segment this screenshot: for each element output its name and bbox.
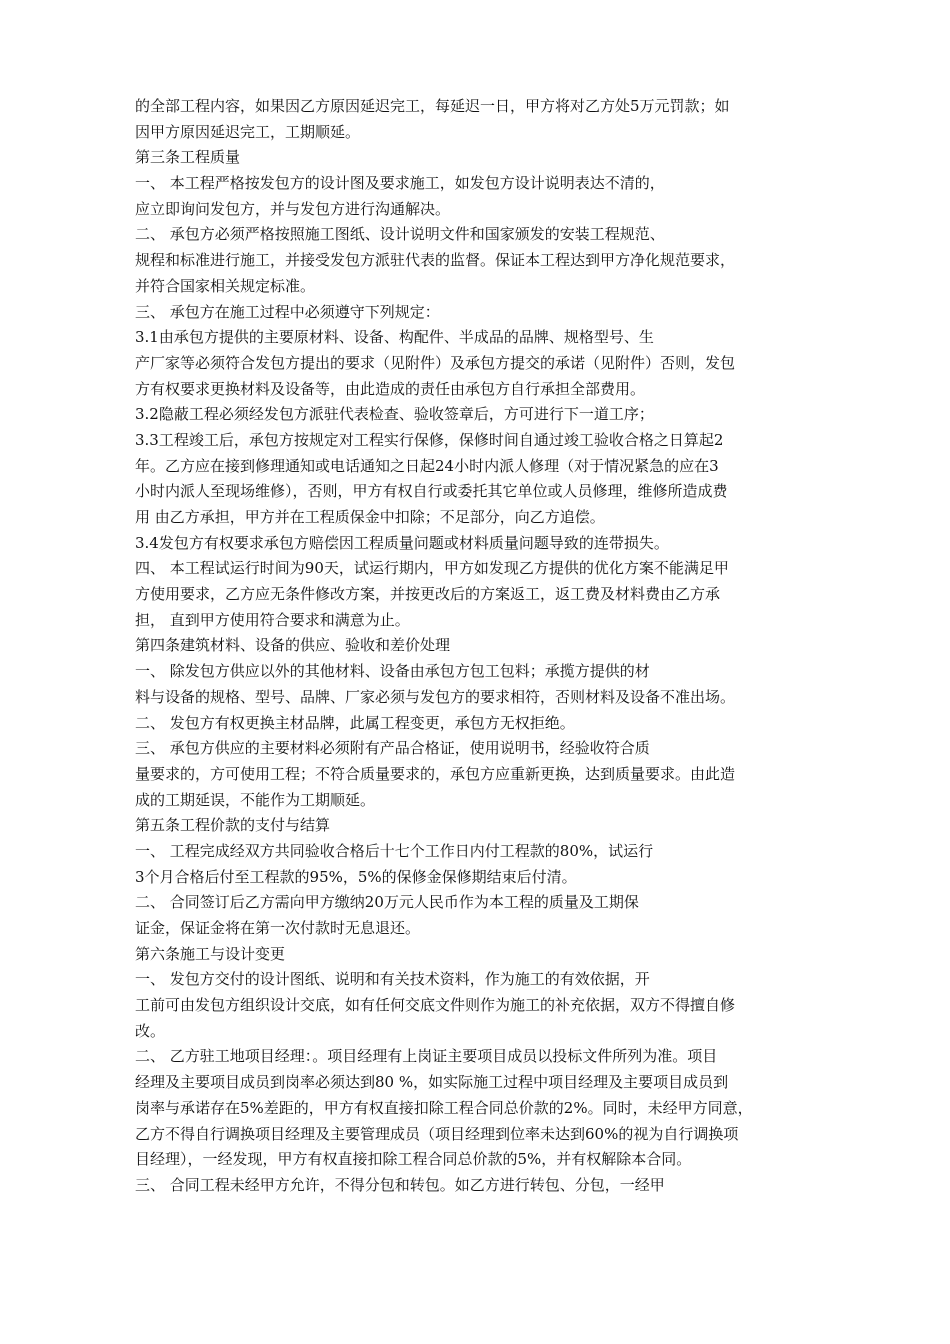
text-line: 的全部工程内容，如果因乙方原因延迟完工，每延迟一日，甲方将对乙方处5万元罚款；如: [135, 97, 730, 115]
text-line: 证金，保证金将在第一次付款时无息退还。: [135, 919, 421, 937]
text-line: 四、 本工程试运行时间为90天，试运行期内，甲方如发现乙方提供的优化方案不能满足甲: [135, 559, 729, 578]
text-line: 3.4发包方有权要求承包方赔偿因工程质量问题或材料质量问题导致的连带损失。: [135, 533, 669, 552]
section-heading: 第五条工程价款的支付与结算: [135, 816, 331, 835]
text-line: 用 由乙方承担，甲方并在工程质保金中扣除；不足部分，向乙方追偿。: [135, 508, 605, 526]
text-line: 因甲方原因延迟完工，工期顺延。: [135, 122, 361, 141]
text-line: 乙方不得自行调换项目经理及主要管理成员（项目经理到位率未达到60%的视为自行调换项: [135, 1124, 739, 1143]
text-line: 年。乙方应在接到修理通知或电话通知之日起24小时内派人修理（对于情况紧急的应在3: [135, 456, 719, 475]
text-line: 二、 发包方有权更换主材品牌，此属工程变更，承包方无权拒绝。: [135, 713, 575, 732]
text-line: 3.1由承包方提供的主要原材料、设备、构配件、半成品的品牌、规格型号、生: [135, 328, 654, 347]
text-line: 应立即询问发包方，并与发包方进行沟通解决。: [135, 199, 451, 218]
text-line: 岗率与承诺存在5%差距的，甲方有权直接扣除工程合同总价款的2%。同时，未经甲方同意，: [135, 1098, 753, 1117]
text-line: 小时内派人至现场维修），否则，甲方有权自行或委托其它单位或人员修理，维修所造成费: [135, 482, 728, 501]
text-line: 一、 发包方交付的设计图纸、说明和有关技术资料，作为施工的有效依据，开: [135, 970, 650, 989]
document-body: [135, 94, 825, 1199]
section-heading: 第六条施工与设计变更: [135, 944, 286, 963]
text-line: 3.2隐蔽工程必须经发包方派驻代表检查、验收签章后，方可进行下一道工序；: [135, 405, 654, 424]
text-line: 经理及主要项目成员到岗率必须达到80 %，如实际施工过程中项目经理及主要项目成员到: [135, 1073, 729, 1092]
text-line: 并符合国家相关规定标准。: [135, 276, 316, 295]
text-line: 二、 承包方必须严格按照施工图纸、设计说明文件和国家颁发的安装工程规范、: [135, 225, 665, 244]
text-line: 目经理），一经发现，甲方有权直接扣除工程合同总价款的5%，并有权解除本合同。: [135, 1150, 692, 1169]
text-line: 一、 除发包方供应以外的其他材料、设备由承包方包工包料；承揽方提供的材: [135, 662, 650, 681]
text-line: 3个月合格后付至工程款的95%，5%的保修金保修期结束后付清。: [135, 867, 577, 886]
section-heading: 第三条工程质量: [135, 148, 241, 167]
text-line: 方使用要求，乙方应无条件修改方案，并按更改后的方案返工，返工费及材料费由乙方承: [135, 585, 721, 604]
text-line: 三、 承包方供应的主要材料必须附有产品合格证，使用说明书，经验收符合质: [135, 739, 650, 758]
text-line: 方有权要求更换材料及设备等，由此造成的责任由承包方自行承担全部费用。: [135, 379, 646, 398]
text-line: 工前可由发包方组织设计交底，如有任何交底文件则作为施工的补充依据，双方不得擅自修: [135, 996, 736, 1015]
text-line: 担， 直到甲方使用符合要求和满意为止。: [135, 610, 410, 629]
text-line: 一、 本工程严格按发包方的设计图及要求施工，如发包方设计说明表达不清的，: [135, 174, 665, 193]
text-line: 二、 乙方驻工地项目经理：。项目经理有上岗证主要项目成员以投标文件所列为准。项目: [135, 1047, 718, 1066]
text-line: 产厂家等必须符合发包方提出的要求（见附件）及承包方提交的承诺（见附件）否则，发包: [135, 353, 736, 372]
text-line: 量要求的，方可使用工程；不符合质量要求的，承包方应重新更换，达到质量要求。由此造: [135, 764, 736, 783]
text-line: 料与设备的规格、型号、品牌、厂家必须与发包方的要求相符，否则材料及设备不准出场。: [135, 687, 736, 706]
text-line: 3.3工程竣工后，承包方按规定对工程实行保修，保修时间自通过竣工验收合格之日算起2: [135, 430, 724, 449]
text-line: 一、 工程完成经双方共同验收合格后十七个工作日内付工程款的80%，试运行: [135, 841, 654, 860]
section-heading: 第四条建筑材料、设备的供应、验收和差价处理: [135, 636, 451, 655]
text-line: 改。: [135, 1021, 166, 1040]
text-line: 三、 承包方在施工过程中必须遵守下列规定：: [135, 302, 440, 321]
text-line: 三、 合同工程未经甲方允许，不得分包和转包。如乙方进行转包、分包，一经甲: [135, 1175, 665, 1194]
text-line: 二、 合同签订后乙方需向甲方缴纳20万元人民币作为本工程的质量及工期保: [135, 893, 639, 912]
text-line: 成的工期延误，不能作为工期顺延。: [135, 790, 376, 809]
text-line: 规程和标准进行施工，并接受发包方派驻代表的监督。保证本工程达到甲方净化规范要求，: [135, 251, 736, 270]
